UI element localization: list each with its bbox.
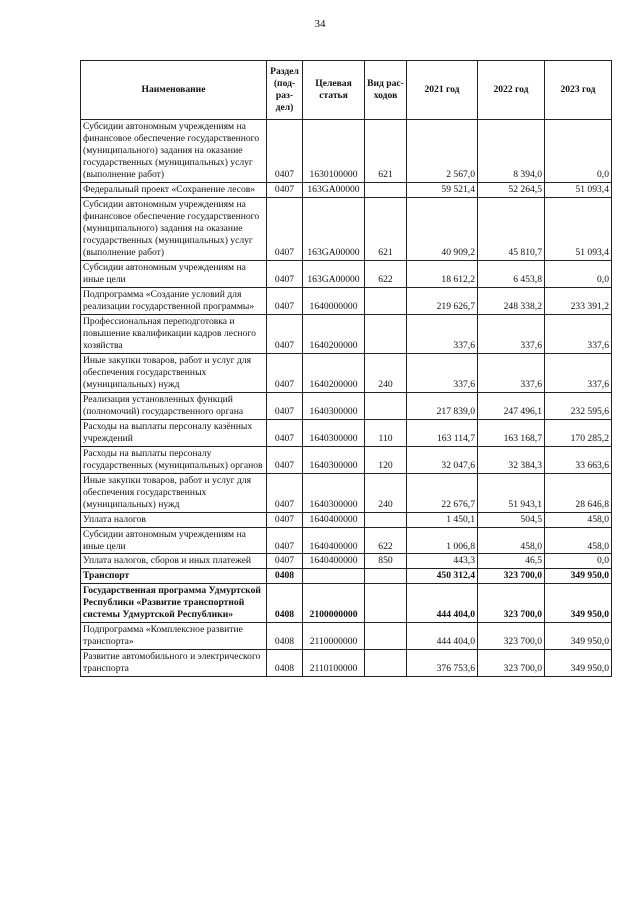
- row-name: Уплата налогов, сборов и иных платежей: [83, 555, 252, 567]
- expense-type-cell: 240: [365, 473, 407, 512]
- table-row: [81, 554, 612, 569]
- table-row: [81, 527, 612, 554]
- expense-type-cell: 621: [365, 197, 407, 260]
- section-cell: 0407: [267, 260, 303, 287]
- value-2023-cell: 0,0: [545, 260, 612, 287]
- value-2022-cell: 504,5: [478, 512, 545, 527]
- row-name: Иные закупки товаров, работ и услуг для обеспечения государственных (муниципальных) нужд: [83, 474, 252, 510]
- expense-type-cell: [365, 182, 407, 197]
- row-name: Субсидии автономным учреждениям на финансовое обеспечение государственного (муниципального) задания на оказание государственных (муниципальных) услуг (выполнение работ): [83, 121, 260, 180]
- value-2022-cell: 323 700,0: [478, 623, 545, 650]
- expense-type-cell: [365, 623, 407, 650]
- table-row: [81, 473, 612, 512]
- section-cell: 0408: [267, 569, 303, 584]
- table-row: [81, 260, 612, 287]
- value-2022-cell: 8 394,0: [478, 120, 545, 183]
- row-name: Расходы на выплаты персоналу государственных (муниципальных) органов: [83, 447, 263, 471]
- section-cell: 0407: [267, 419, 303, 446]
- value-2021-cell: 444 404,0: [407, 584, 478, 623]
- row-name: Развитие автомобильного и электрического транспорта: [83, 651, 261, 675]
- value-2023-cell: 233 391,2: [545, 287, 612, 314]
- table-row: [81, 650, 612, 677]
- expense-type-cell: 240: [365, 353, 407, 392]
- section-cell: 0407: [267, 512, 303, 527]
- section-cell: 0407: [267, 287, 303, 314]
- section-cell: 0407: [267, 120, 303, 183]
- name-cell: [81, 446, 267, 473]
- section-cell: 0408: [267, 623, 303, 650]
- name-cell: [81, 419, 267, 446]
- value-2023-cell: 458,0: [545, 527, 612, 554]
- value-2023-cell: 0,0: [545, 120, 612, 183]
- row-name: Профессиональная переподготовка и повышение квалификации кадров лесного хозяйства: [83, 315, 256, 351]
- target-cell: 163GA00000: [303, 260, 365, 287]
- value-2022-cell: 6 453,8: [478, 260, 545, 287]
- value-2022-cell: 51 943,1: [478, 473, 545, 512]
- value-2022-cell: 163 168,7: [478, 419, 545, 446]
- value-2022-cell: 45 810,7: [478, 197, 545, 260]
- row-name: Федеральный проект «Сохранение лесов»: [83, 183, 256, 195]
- table-row: [81, 584, 612, 623]
- target-cell: 1640400000: [303, 554, 365, 569]
- section-cell: 0408: [267, 650, 303, 677]
- value-2022-cell: 323 700,0: [478, 650, 545, 677]
- value-2023-cell: 458,0: [545, 512, 612, 527]
- value-2022-cell: 248 338,2: [478, 287, 545, 314]
- target-cell: 1640200000: [303, 353, 365, 392]
- row-name: Подпрограмма «Комплексное развитие транспорта»: [83, 624, 243, 648]
- target-cell: 1640000000: [303, 287, 365, 314]
- name-cell: [81, 512, 267, 527]
- value-2021-cell: 337,6: [407, 353, 478, 392]
- value-2022-cell: 337,6: [478, 353, 545, 392]
- name-cell: [81, 120, 267, 183]
- table-row: [81, 314, 612, 353]
- value-2021-cell: 163 114,7: [407, 419, 478, 446]
- value-2021-cell: 32 047,6: [407, 446, 478, 473]
- expense-type-cell: 850: [365, 554, 407, 569]
- value-2022-cell: 323 700,0: [478, 569, 545, 584]
- table-row: [81, 197, 612, 260]
- target-cell: 2100000000: [303, 584, 365, 623]
- row-name: Расходы на выплаты персоналу казённых учреждений: [83, 420, 253, 444]
- section-cell: 0407: [267, 446, 303, 473]
- expense-type-cell: [365, 392, 407, 419]
- table-row: [81, 392, 612, 419]
- value-2021-cell: 18 612,2: [407, 260, 478, 287]
- value-2022-cell: 337,6: [478, 314, 545, 353]
- table-row: [81, 569, 612, 584]
- table-header-row: [81, 61, 612, 120]
- expense-type-cell: 621: [365, 120, 407, 183]
- row-name: Иные закупки товаров, работ и услуг для обеспечения государственных (муниципальных) нужд: [83, 354, 252, 390]
- value-2021-cell: 444 404,0: [407, 623, 478, 650]
- value-2021-cell: 443,3: [407, 554, 478, 569]
- table-row: [81, 623, 612, 650]
- expense-type-cell: [365, 287, 407, 314]
- value-2021-cell: 1 450,1: [407, 512, 478, 527]
- value-2023-cell: 51 093,4: [545, 182, 612, 197]
- target-cell: 1640300000: [303, 419, 365, 446]
- value-2021-cell: 217 839,0: [407, 392, 478, 419]
- expense-type-cell: [365, 650, 407, 677]
- value-2022-cell: 458,0: [478, 527, 545, 554]
- value-2021-cell: 376 753,6: [407, 650, 478, 677]
- value-2022-cell: 323 700,0: [478, 584, 545, 623]
- value-2023-cell: 337,6: [545, 353, 612, 392]
- header-target: Целевая статья: [303, 61, 365, 120]
- value-2021-cell: 22 676,7: [407, 473, 478, 512]
- header-name: Наименование: [81, 61, 267, 120]
- row-name: Реализация установленных функций (полномочий) государственного органа: [83, 393, 244, 417]
- value-2021-cell: 337,6: [407, 314, 478, 353]
- section-cell: 0407: [267, 314, 303, 353]
- section-cell: 0407: [267, 353, 303, 392]
- name-cell: [81, 623, 267, 650]
- table-body: [81, 120, 612, 677]
- value-2023-cell: 349 950,0: [545, 584, 612, 623]
- row-name: Транспорт: [83, 570, 130, 582]
- name-cell: [81, 527, 267, 554]
- target-cell: 1630100000: [303, 120, 365, 183]
- target-cell: 1640300000: [303, 473, 365, 512]
- table-row: [81, 446, 612, 473]
- target-cell: 1640300000: [303, 392, 365, 419]
- value-2023-cell: 33 663,6: [545, 446, 612, 473]
- row-name: Субсидии автономным учреждениям на иные цели: [83, 528, 246, 552]
- section-cell: 0407: [267, 197, 303, 260]
- target-cell: 1640400000: [303, 512, 365, 527]
- table-row: [81, 120, 612, 183]
- name-cell: [81, 260, 267, 287]
- value-2021-cell: 59 521,4: [407, 182, 478, 197]
- value-2023-cell: 51 093,4: [545, 197, 612, 260]
- section-cell: 0407: [267, 554, 303, 569]
- table-row: [81, 287, 612, 314]
- value-2023-cell: 232 595,6: [545, 392, 612, 419]
- name-cell: [81, 584, 267, 623]
- expense-type-cell: 120: [365, 446, 407, 473]
- row-name: Государственная программа Удмуртской Республики «Развитие транспортной системы Удмуртской Республики»: [83, 585, 261, 621]
- name-cell: [81, 473, 267, 512]
- header-2022: 2022 год: [478, 61, 545, 120]
- value-2023-cell: 349 950,0: [545, 569, 612, 584]
- expense-type-cell: [365, 584, 407, 623]
- header-2023: 2023 год: [545, 61, 612, 120]
- expense-type-cell: [365, 512, 407, 527]
- value-2021-cell: 40 909,2: [407, 197, 478, 260]
- name-cell: [81, 650, 267, 677]
- name-cell: [81, 287, 267, 314]
- value-2022-cell: 247 496,1: [478, 392, 545, 419]
- table-row: [81, 182, 612, 197]
- target-cell: 1640300000: [303, 446, 365, 473]
- budget-table: [80, 60, 612, 677]
- name-cell: [81, 569, 267, 584]
- value-2023-cell: 349 950,0: [545, 650, 612, 677]
- name-cell: [81, 554, 267, 569]
- value-2023-cell: 337,6: [545, 314, 612, 353]
- value-2023-cell: 0,0: [545, 554, 612, 569]
- expense-type-cell: [365, 569, 407, 584]
- table-row: [81, 512, 612, 527]
- name-cell: [81, 197, 267, 260]
- target-cell: 163GA00000: [303, 182, 365, 197]
- row-name: Субсидии автономным учреждениям на иные цели: [83, 261, 246, 285]
- page-number: 34: [314, 18, 326, 30]
- target-cell: 163GA00000: [303, 197, 365, 260]
- row-name: Уплата налогов: [83, 513, 146, 525]
- value-2023-cell: 349 950,0: [545, 623, 612, 650]
- value-2022-cell: 52 264,5: [478, 182, 545, 197]
- name-cell: [81, 182, 267, 197]
- target-cell: 2110000000: [303, 623, 365, 650]
- row-name: Субсидии автономным учреждениям на финансовое обеспечение государственного (муниципального) задания на оказание государственных (муниципальных) услуг (выполнение работ): [83, 198, 260, 258]
- section-cell: 0407: [267, 182, 303, 197]
- value-2022-cell: 46,5: [478, 554, 545, 569]
- header-section: Раздел (под-раз-дел): [267, 61, 303, 120]
- expense-type-cell: [365, 314, 407, 353]
- table-row: [81, 419, 612, 446]
- target-cell: [303, 569, 365, 584]
- section-cell: 0407: [267, 392, 303, 419]
- section-cell: 0407: [267, 527, 303, 554]
- value-2021-cell: 219 626,7: [407, 287, 478, 314]
- value-2023-cell: 170 285,2: [545, 419, 612, 446]
- name-cell: [81, 314, 267, 353]
- value-2021-cell: 450 312,4: [407, 569, 478, 584]
- header-expense-type: Вид рас-ходов: [365, 61, 407, 120]
- target-cell: 2110100000: [303, 650, 365, 677]
- value-2023-cell: 28 646,8: [545, 473, 612, 512]
- name-cell: [81, 353, 267, 392]
- section-cell: 0408: [267, 584, 303, 623]
- name-cell: [81, 392, 267, 419]
- expense-type-cell: 622: [365, 527, 407, 554]
- value-2021-cell: 2 567,0: [407, 120, 478, 183]
- expense-type-cell: 110: [365, 419, 407, 446]
- target-cell: 1640400000: [303, 527, 365, 554]
- target-cell: 1640200000: [303, 314, 365, 353]
- row-name: Подпрограмма «Создание условий для реализации государственной программы»: [83, 288, 255, 312]
- value-2022-cell: 32 384,3: [478, 446, 545, 473]
- header-2021: 2021 год: [407, 61, 478, 120]
- section-cell: 0407: [267, 473, 303, 512]
- table-row: [81, 353, 612, 392]
- value-2021-cell: 1 006,8: [407, 527, 478, 554]
- expense-type-cell: 622: [365, 260, 407, 287]
